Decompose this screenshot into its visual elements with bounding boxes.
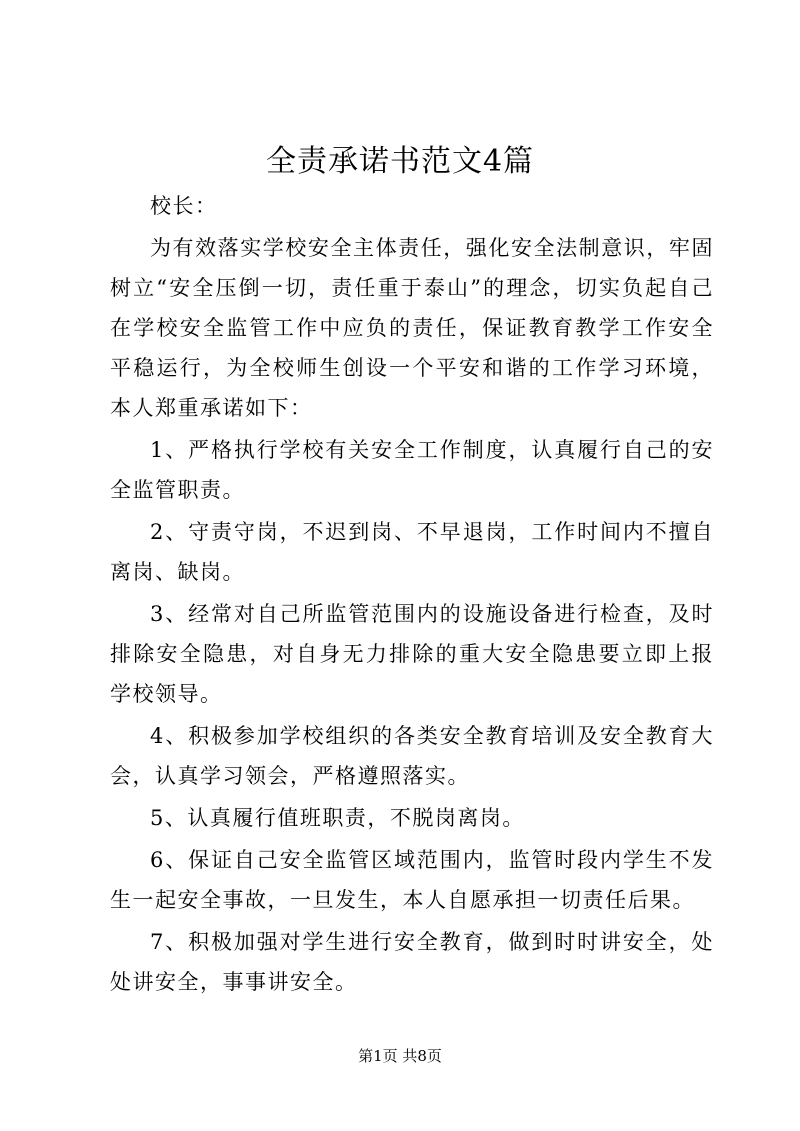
document-title: 全责承诺书范文4篇 (265, 144, 535, 179)
intro-paragraph: 为有效落实学校安全主体责任，强化安全法制意识，牢固树立“安全压倒一切，责任重于泰山”的理念，切实负起自己在学校安全监管工作中应负的责任，保证教育教学工作安全平稳运行，为全校师生创设一个平安和谐的工作学习环境，本人郑重承诺如下： (110, 236, 714, 420)
commitment-item-2: 2、守责守岗，不迟到岗、不早退岗，工作时间内不擅自离岗、缺岗。 (110, 520, 714, 584)
page-number-footer: 第1页 共8页 (358, 1047, 442, 1065)
commitment-item-6: 6、保证自己安全监管区域范围内，监管时段内学生不发生一起安全事故，一旦发生，本人自愿承担一切责任后果。 (110, 848, 714, 912)
document-body (110, 186, 714, 1004)
commitment-item-4: 4、积极参加学校组织的各类安全教育培训及安全教育大会，认真学习领会，严格遵照落实。 (110, 724, 714, 788)
commitment-item-5: 5、认真履行值班职责，不脱岗离岗。 (150, 806, 525, 830)
commitment-item-3: 3、经常对自己所监管范围内的设施设备进行检查，及时排除安全隐患，对自身无力排除的重大安全隐患要立即上报学校领导。 (110, 602, 714, 706)
salutation: 校长： (150, 194, 218, 218)
commitment-item-7: 7、积极加强对学生进行安全教育，做到时时讲安全，处处讲安全，事事讲安全。 (110, 930, 714, 994)
commitment-item-1: 1、严格执行学校有关安全工作制度，认真履行自己的安全监管职责。 (110, 438, 714, 502)
